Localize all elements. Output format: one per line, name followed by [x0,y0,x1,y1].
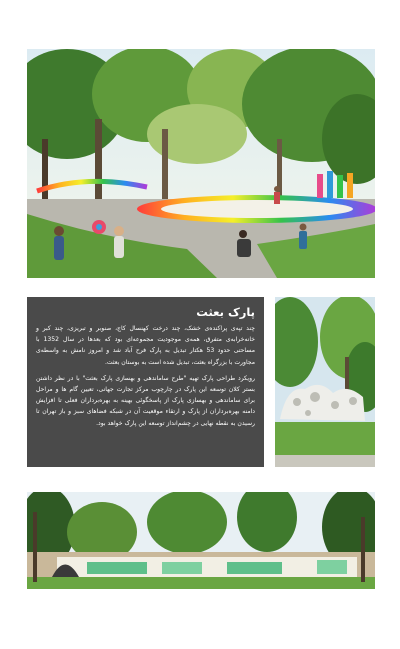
article-paragraph-1: چند تپه‌ی پراکنده‌ی خشک، چند درخت کهنسال کاج، صنوبر و تبریزی، چند کبر و خانه‌خرابه‌ی متفرق، همه‌ی موجودیت مجموعه‌ای بود که بعدها در سال 1352 با مساحتی حدود 53 هکتار تبدیل به پارک فرح آباد شد و امروز نامش به واسطه‌ی مجاورت با بزرگراه بعثت، تبدیل شده است به بوستان بعثت. [36,325,255,366]
hero-park-image [27,49,375,278]
article-title: پارک بعثت [196,305,255,319]
article-paragraph-2: رویکرد طراحی پارک تهیه "طرح ساماندهی و بهسازی پارک بعثت" با در نظر داشتن بستر کلان توسعه این پارک در چارچوب مرکز تجارت جهانی، تعیین گام ها و مراحل برای ساماندهی و بهسازی پارک از پاسخگوئی بهینه به بهره‌برداران فعلی تا افزایش دامنه بهره‌برداران از پارک و ارتقاء موقعیت آن در شبکه فضاهای سبز و باز تهران تا رسیدن به نقطه نهایی در چشم‌انداز توسعه این پارک خواهد بود. [36,374,255,427]
article-text-box [27,297,264,467]
pavilion-image [275,297,375,467]
elevation-image [27,492,375,589]
